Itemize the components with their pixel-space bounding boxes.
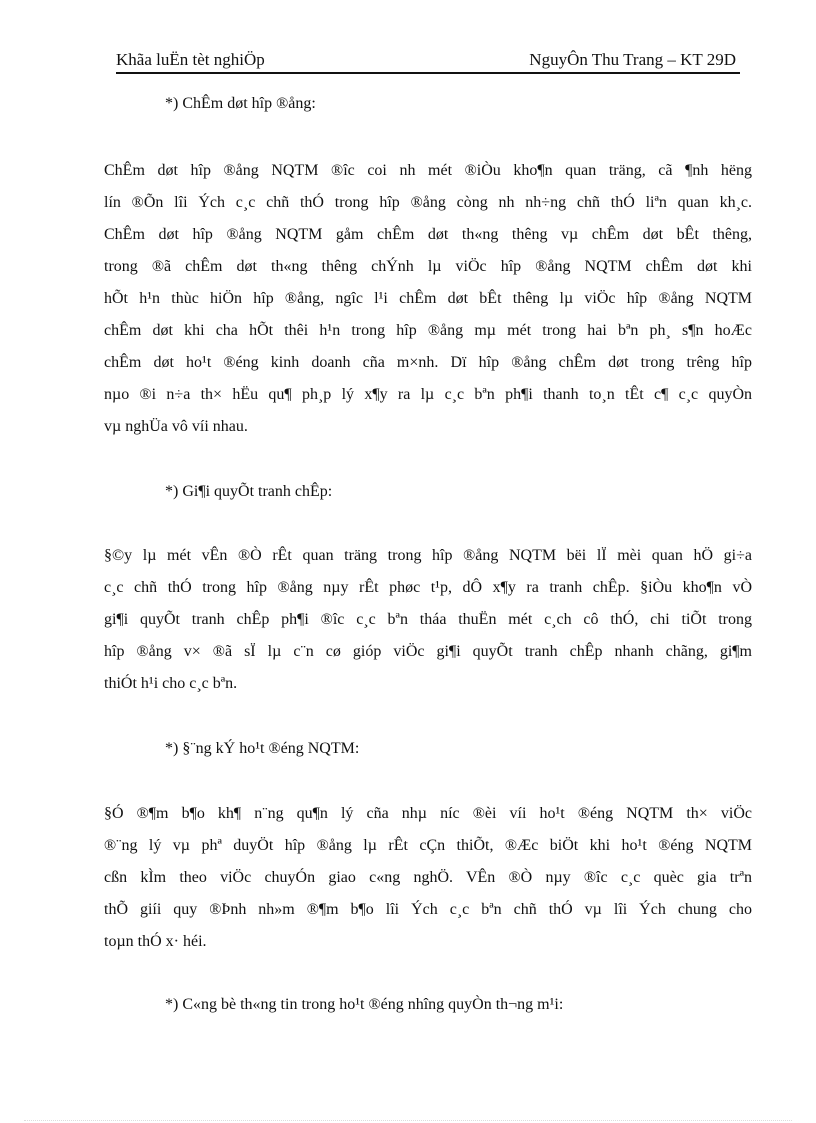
section-heading-registration: *) §¨ng kÝ ho¹t ®éng NQTM: bbox=[165, 740, 360, 757]
text-line: §©y lµ mét vÊn ®Ò rÊt quan träng trong hîp ®ång NQTM bëi lÏ mèi quan hÖ gi÷a bbox=[104, 547, 752, 564]
section-heading-termination: *) ChÊm døt hîp ®ång: bbox=[165, 95, 316, 112]
paragraph-dispute-resolution bbox=[104, 540, 752, 700]
text-line: §Ó ®¶m b¶o kh¶ n¨ng qu¶n lý cña nhµ níc ®èi víi ho¹t ®éng NQTM th× viÖc bbox=[104, 805, 752, 822]
text-line: gi¶i quyÕt tranh chÊp ph¶i ®îc c¸c bªn tháa thuËn mét c¸ch cô thÓ, chi tiÕt trong bbox=[104, 611, 752, 628]
text-line: chÊm døt khi cha hÕt thêi h¹n trong hîp ®ång mµ mét trong hai bªn ph¸ s¶n hoÆc bbox=[104, 322, 752, 339]
header-thesis-title: Khãa luËn tèt nghiÖp bbox=[116, 50, 265, 69]
text-line: vµ nghÜa vô víi nhau. bbox=[104, 418, 248, 435]
page-bottom-divider bbox=[24, 1120, 792, 1121]
text-line: cßn kÌm theo viÖc chuyÓn giao c«ng nghÖ. VÊn ®Ò nµy ®îc c¸c quèc gia trªn bbox=[104, 869, 752, 886]
text-line: ChÊm døt hîp ®ång NQTM gåm chÊm døt th«ng thêng vµ chÊm døt bÊt thêng, bbox=[104, 226, 752, 243]
paragraph-termination bbox=[104, 155, 752, 443]
text-line: thiÓt h¹i cho c¸c bªn. bbox=[104, 675, 238, 692]
text-line: thÕ giíi quy ®Þnh nh»m ®¶m b¶o lîi Ých c¸c bªn chñ thÓ vµ lîi Ých chung cho bbox=[104, 901, 752, 918]
text-line: ChÊm døt hîp ®ång NQTM ®îc coi nh mét ®iÒu kho¶n quan träng, cã ¶nh hëng bbox=[104, 162, 752, 179]
text-line: nµo ®i n÷a th× hËu qu¶ ph¸p lý x¶y ra lµ c¸c bªn ph¶i thanh to¸n tÊt c¶ c¸c quyÒn bbox=[104, 386, 752, 403]
text-line: chÊm døt ho¹t ®éng kinh doanh cña m×nh. Dï hîp ®ång chÊm døt trong trêng hîp bbox=[104, 354, 752, 371]
section-heading-information-disclosure: *) C«ng bè th«ng tin trong ho¹t ®éng nhîng quyÒn th¬ng m¹i: bbox=[165, 996, 564, 1013]
page-header bbox=[116, 50, 740, 74]
text-line: trong ®ã chÊm døt th«ng thêng chÝnh lµ viÖc hîp ®ång NQTM chÊm døt khi bbox=[104, 258, 752, 275]
text-line: lín ®Õn lîi Ých c¸c chñ thÓ trong hîp ®ång còng nh nh÷ng chñ thÓ liªn quan kh¸c. bbox=[104, 194, 752, 211]
header-author: NguyÔn Thu Trang – KT 29D bbox=[529, 50, 736, 69]
text-line: ®¨ng lý vµ phª duyÖt hîp ®ång lµ rÊt cÇn thiÕt, ®Æc biÖt khi ho¹t ®éng NQTM bbox=[104, 837, 752, 854]
paragraph-registration bbox=[104, 798, 752, 958]
text-line: hÕt h¹n thùc hiÖn hîp ®ång, ngîc l¹i chÊm døt bÊt thêng lµ viÖc hîp ®ång NQTM bbox=[104, 290, 752, 307]
text-line: c¸c chñ thÓ trong hîp ®ång nµy rÊt phøc t¹p, dÔ x¶y ra tranh chÊp. §iÒu kho¶n vÒ bbox=[104, 579, 752, 596]
section-heading-dispute-resolution: *) Gi¶i quyÕt tranh chÊp: bbox=[165, 483, 333, 500]
text-line: toµn thÓ x· héi. bbox=[104, 933, 207, 950]
text-line: hîp ®ång v× ®ã sÏ lµ c¨n cø gióp viÖc gi¶i quyÕt tranh chÊp nhanh chãng, gi¶m bbox=[104, 643, 752, 660]
